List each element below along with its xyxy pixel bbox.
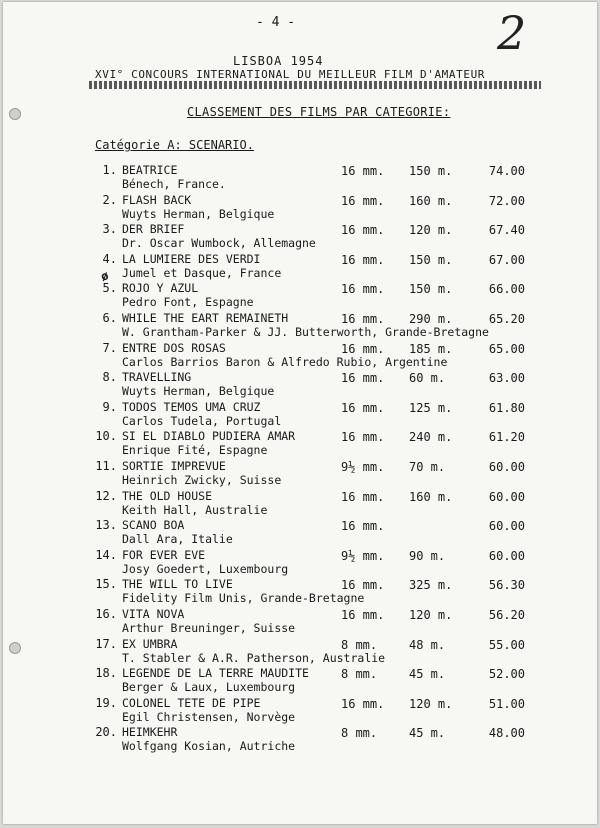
film-row bbox=[3, 163, 597, 193]
film-gauge: 16 mm. bbox=[341, 696, 385, 711]
film-score: 66.00 bbox=[488, 282, 525, 297]
film-title: WHILE THE EART REMAINETH bbox=[122, 311, 289, 325]
film-rank: 16. bbox=[95, 607, 117, 621]
asterisk-rule bbox=[89, 81, 541, 89]
film-row bbox=[3, 577, 597, 607]
film-row bbox=[3, 666, 597, 696]
film-gauge: 9½ mm. bbox=[341, 460, 385, 474]
film-rank: 17. bbox=[95, 636, 117, 651]
film-length: 160 m. bbox=[409, 489, 453, 504]
film-rank: 15. bbox=[95, 577, 117, 592]
film-length: 60 m. bbox=[409, 371, 446, 386]
film-score: 51.00 bbox=[488, 696, 525, 711]
film-title: THE OLD HOUSE bbox=[122, 488, 213, 503]
film-length: 45 m. bbox=[409, 726, 446, 741]
film-title: TRAVELLING bbox=[122, 370, 192, 385]
film-rank: 3. bbox=[102, 222, 117, 237]
contest-title: XVI° CONCOURS INTERNATIONAL DU MEILLEUR FILM D'AMATEUR bbox=[95, 68, 486, 81]
film-rank: 12. bbox=[95, 488, 117, 503]
film-title: TODOS TEMOS UMA CRUZ bbox=[122, 399, 261, 414]
film-author: Heinrich Zwicky, Suisse bbox=[122, 473, 282, 487]
film-title: ROJO Y AZUL bbox=[122, 281, 199, 296]
film-score: 61.80 bbox=[488, 400, 525, 415]
film-gauge: 8 mm. bbox=[341, 726, 378, 741]
film-title: SCANO BOA bbox=[122, 518, 185, 533]
film-score: 74.00 bbox=[488, 164, 525, 178]
film-author: Bénech, France. bbox=[122, 177, 226, 191]
film-row bbox=[3, 252, 597, 282]
film-score: 60.00 bbox=[488, 548, 525, 563]
film-title: COLONEL TETE DE PIPE bbox=[122, 695, 261, 710]
page-number: - 4 - bbox=[256, 15, 296, 30]
film-row bbox=[3, 637, 597, 667]
film-length: 150 m. bbox=[409, 164, 453, 178]
film-author: T. Stabler & A.R. Patherson, Australie bbox=[122, 650, 386, 665]
film-rank: 10. bbox=[95, 429, 117, 444]
film-author: Wuyts Herman, Belgique bbox=[122, 206, 275, 221]
film-rank: 4. bbox=[102, 251, 117, 266]
film-row bbox=[3, 696, 597, 726]
film-row bbox=[3, 725, 597, 755]
film-rank: 14. bbox=[95, 547, 117, 562]
film-gauge: 16 mm. bbox=[341, 371, 385, 386]
film-author: Fidelity Film Unis, Grande-Bretagne bbox=[122, 591, 365, 606]
film-length: 90 m. bbox=[409, 548, 446, 563]
film-length: 150 m. bbox=[409, 282, 453, 297]
film-gauge: 8 mm. bbox=[341, 637, 378, 652]
film-gauge: 16 mm. bbox=[341, 608, 385, 622]
film-gauge: 16 mm. bbox=[341, 164, 385, 178]
film-length: 48 m. bbox=[409, 637, 446, 652]
film-title: FOR EVER EVE bbox=[122, 547, 206, 562]
film-rank: 8. bbox=[102, 370, 117, 385]
film-author: Keith Hall, Australie bbox=[122, 502, 268, 517]
film-score: 48.00 bbox=[488, 726, 525, 741]
film-row bbox=[3, 607, 597, 637]
film-gauge: 16 mm. bbox=[341, 252, 385, 267]
film-gauge: 16 mm. bbox=[341, 341, 385, 356]
film-title: DER BRIEF bbox=[122, 222, 185, 237]
film-score: 72.00 bbox=[488, 193, 525, 208]
film-title: LEGENDE DE LA TERRE MAUDITE bbox=[122, 666, 309, 681]
film-rank: 9. bbox=[102, 399, 117, 414]
film-author: Berger & Laux, Luxembourg bbox=[122, 680, 296, 695]
film-gauge: 16 mm. bbox=[341, 578, 385, 593]
film-rank: 13. bbox=[95, 518, 117, 533]
film-author: Dr. Oscar Wumbock, Allemagne bbox=[122, 236, 316, 251]
film-author: Josy Goedert, Luxembourg bbox=[122, 561, 289, 576]
film-score: 56.20 bbox=[488, 608, 525, 622]
film-title: SORTIE IMPREVUE bbox=[122, 459, 226, 473]
film-author: Carlos Barrios Baron & Alfredo Rubio, Argentine bbox=[122, 354, 448, 369]
film-length: 240 m. bbox=[409, 430, 453, 445]
film-length: 150 m. bbox=[409, 252, 453, 267]
binder-hole bbox=[9, 108, 21, 120]
film-gauge: 9½ mm. bbox=[341, 548, 385, 563]
film-row bbox=[3, 400, 597, 430]
film-row bbox=[3, 548, 597, 578]
film-title: ENTRE DOS ROSAS bbox=[122, 340, 226, 355]
film-score: 67.00 bbox=[488, 252, 525, 267]
film-length: 125 m. bbox=[409, 400, 453, 415]
film-title: VITA NOVA bbox=[122, 607, 185, 621]
film-score: 52.00 bbox=[488, 667, 525, 682]
film-score: 63.00 bbox=[488, 371, 525, 386]
film-gauge: 16 mm. bbox=[341, 193, 385, 208]
film-rank: 6. bbox=[102, 311, 117, 325]
film-length: 185 m. bbox=[409, 341, 453, 356]
page-subtitle: CLASSEMENT DES FILMS PAR CATEGORIE: bbox=[187, 105, 451, 119]
film-title: HEIMKEHR bbox=[122, 725, 178, 740]
film-author: Jumel et Dasque, France bbox=[122, 265, 282, 280]
film-title: EX UMBRA bbox=[122, 636, 178, 651]
film-score: 60.00 bbox=[488, 489, 525, 504]
film-author: W. Grantham-Parker & JJ. Butterworth, Grande-Bretagne bbox=[122, 325, 489, 339]
film-author: Enrique Fité, Espagne bbox=[122, 443, 268, 458]
film-score: 55.00 bbox=[488, 637, 525, 652]
film-rank: 2. bbox=[102, 192, 117, 207]
film-row bbox=[3, 518, 597, 548]
city-year: LISBOA 1954 bbox=[233, 54, 324, 68]
film-gauge: 16 mm. bbox=[341, 282, 385, 297]
film-gauge: 16 mm. bbox=[341, 489, 385, 504]
film-length: 45 m. bbox=[409, 667, 446, 682]
film-length: 120 m. bbox=[409, 608, 453, 622]
film-gauge: 16 mm. bbox=[341, 223, 385, 238]
film-rank: 5. bbox=[102, 281, 117, 296]
film-length: 70 m. bbox=[409, 460, 446, 474]
handwritten-mark: 2 bbox=[497, 6, 527, 60]
film-score: 60.00 bbox=[488, 519, 525, 534]
film-author: Egil Christensen, Norvège bbox=[122, 709, 296, 724]
film-title: LA LUMIERE DES VERDI bbox=[122, 251, 261, 266]
film-author: Arthur Breuninger, Suisse bbox=[122, 621, 296, 635]
film-title: SI EL DIABLO PUDIERA AMAR bbox=[122, 429, 296, 444]
film-title: THE WILL TO LIVE bbox=[122, 577, 233, 592]
film-score: 60.00 bbox=[488, 460, 525, 474]
film-length: 325 m. bbox=[409, 578, 453, 593]
film-gauge: 16 mm. bbox=[341, 430, 385, 445]
category-heading: Catégorie A: SCENARIO. bbox=[95, 138, 254, 152]
film-row bbox=[3, 311, 597, 341]
film-gauge: 16 mm. bbox=[341, 400, 385, 415]
film-row bbox=[3, 429, 597, 459]
film-score: 61.20 bbox=[488, 430, 525, 445]
film-length: 290 m. bbox=[409, 312, 453, 326]
film-author: Carlos Tudela, Portugal bbox=[122, 413, 282, 428]
film-author: Wuyts Herman, Belgique bbox=[122, 384, 275, 399]
film-length: 160 m. bbox=[409, 193, 453, 208]
film-score: 56.30 bbox=[488, 578, 525, 593]
film-title: BEATRICE bbox=[122, 163, 178, 177]
film-rank: 19. bbox=[95, 695, 117, 710]
film-gauge: 8 mm. bbox=[341, 667, 378, 682]
film-length: 120 m. bbox=[409, 223, 453, 238]
film-score: 65.00 bbox=[488, 341, 525, 356]
film-author: Dall Ara, Italie bbox=[122, 532, 233, 547]
film-rank: 11. bbox=[95, 459, 117, 473]
film-title: FLASH BACK bbox=[122, 192, 192, 207]
film-row bbox=[3, 370, 597, 400]
film-score: 67.40 bbox=[488, 223, 525, 238]
film-score: 65.20 bbox=[488, 312, 525, 326]
film-rank: 20. bbox=[95, 725, 117, 740]
film-author: Pedro Font, Espagne bbox=[122, 295, 254, 310]
film-length: 120 m. bbox=[409, 696, 453, 711]
film-author: Wolfgang Kosian, Autriche bbox=[122, 739, 296, 754]
film-rank: 7. bbox=[102, 340, 117, 355]
film-gauge: 16 mm. bbox=[341, 312, 385, 326]
film-row bbox=[3, 193, 597, 223]
margin-annotation: ø bbox=[98, 268, 111, 284]
film-row bbox=[3, 222, 597, 252]
film-row bbox=[3, 459, 597, 489]
document-page bbox=[3, 2, 597, 824]
film-row bbox=[3, 281, 597, 311]
film-rank: 1. bbox=[102, 163, 117, 177]
film-row bbox=[3, 341, 597, 371]
film-gauge: 16 mm. bbox=[341, 519, 385, 534]
film-row bbox=[3, 489, 597, 519]
film-rank: 18. bbox=[95, 666, 117, 681]
